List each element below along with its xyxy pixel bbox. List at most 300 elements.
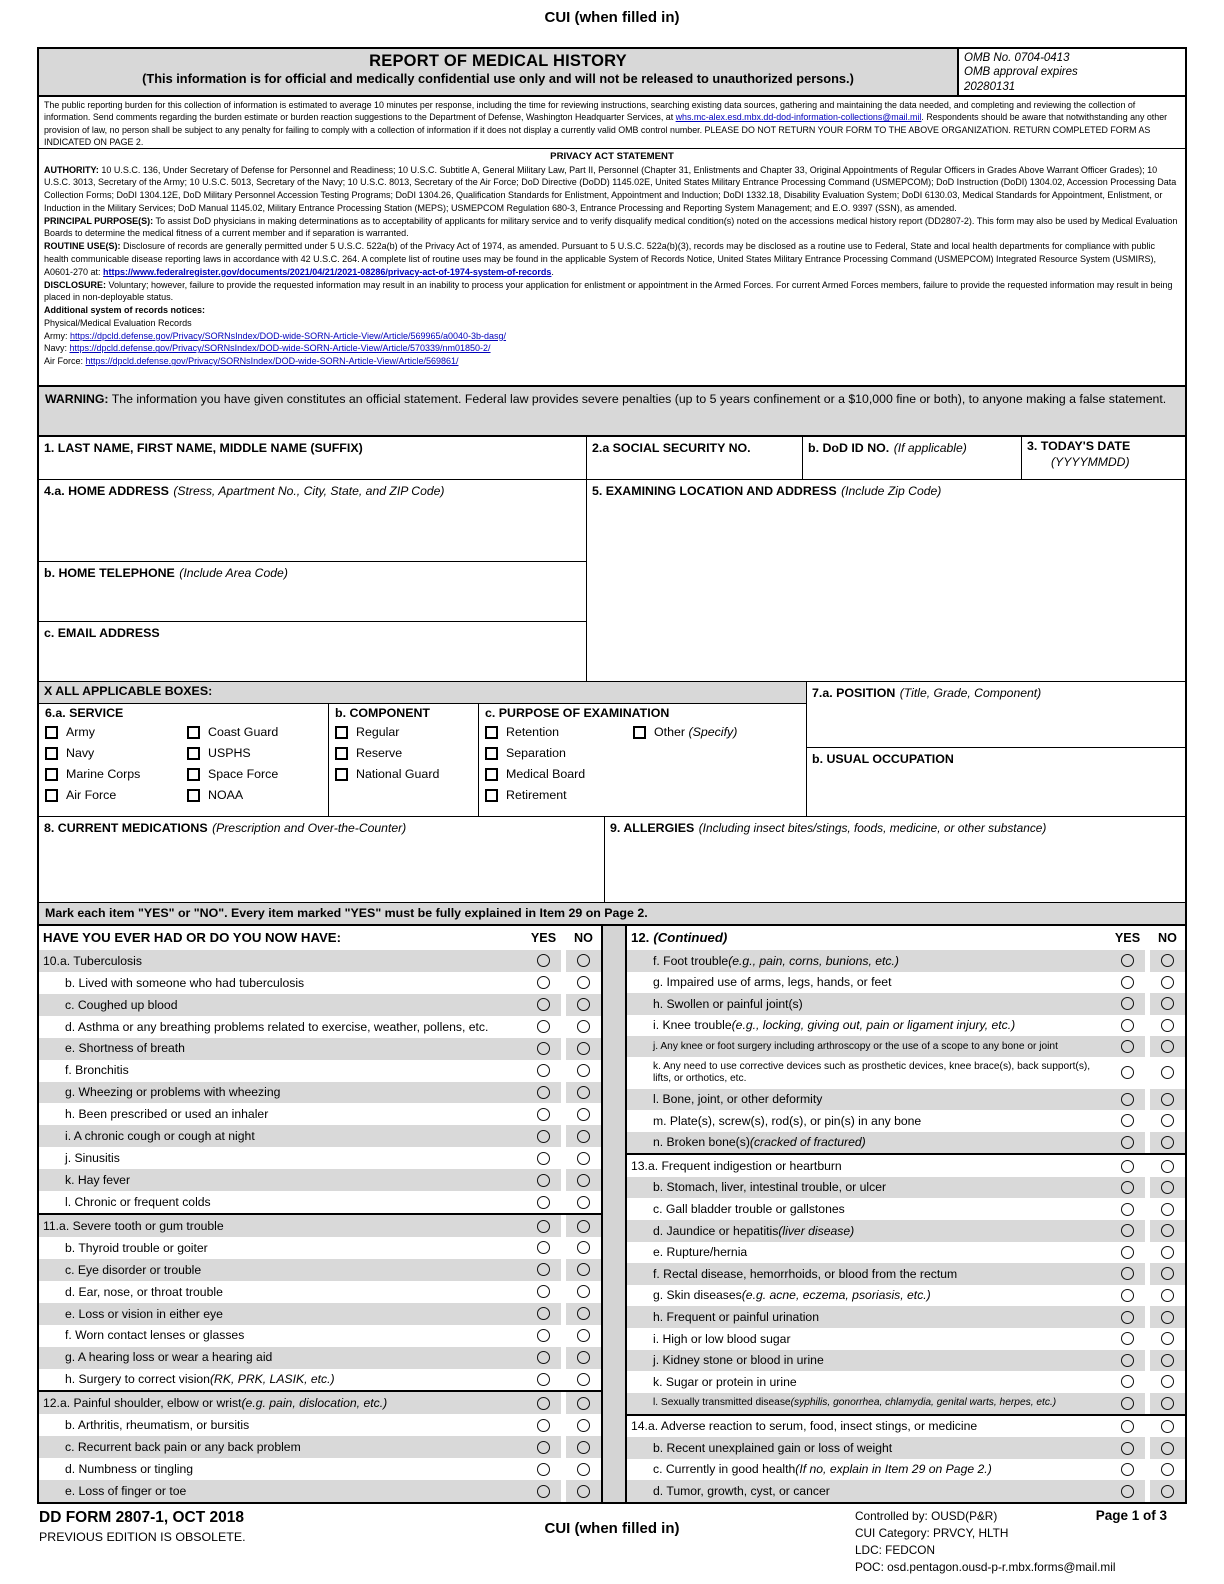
no-cell (566, 950, 601, 972)
checkbox-separation[interactable] (485, 747, 498, 760)
routine-text-after: . (551, 266, 554, 277)
no-cell (566, 1082, 601, 1104)
no-radio[interactable] (1161, 997, 1174, 1010)
no-cell (566, 1125, 601, 1147)
checklist-item-label: d. Tumor, growth, cyst, or cancer (627, 1480, 1110, 1502)
yes-radio[interactable] (1121, 1136, 1134, 1149)
control-info-block (855, 1508, 1115, 1576)
checklist-item (627, 1220, 1185, 1242)
yes-radio[interactable] (537, 1196, 550, 1209)
yes-radio[interactable] (1121, 1224, 1134, 1237)
yes-radio[interactable] (537, 1373, 550, 1386)
no-radio[interactable] (577, 1064, 590, 1077)
yes-radio[interactable] (537, 1351, 550, 1364)
routine-label: ROUTINE USE(S): (44, 241, 121, 252)
checklist-item-label: h. Frequent or painful urination (627, 1306, 1110, 1328)
checklist-item-label: e. Loss of finger or toe (39, 1480, 526, 1502)
email-field[interactable] (39, 622, 586, 681)
privacy-heading: PRIVACY ACT STATEMENT (550, 151, 674, 162)
yes-radio[interactable] (537, 1241, 550, 1254)
option-row-coast-guard (187, 722, 328, 743)
controlled-by: Controlled by: OUSD(P&R) (855, 1509, 998, 1523)
option-row-national-guard (335, 764, 478, 785)
no-cell (566, 1038, 601, 1060)
yes-cell (526, 1082, 561, 1104)
checklist-item (627, 1132, 1185, 1154)
checkbox-medical-board[interactable] (485, 768, 498, 781)
checkbox-reserve[interactable] (335, 747, 348, 760)
email-label: c. EMAIL ADDRESS (44, 626, 160, 640)
option-label: Coast Guard (208, 725, 279, 739)
name-field[interactable] (39, 437, 587, 479)
checklist-item-label: d. Ear, nose, or throat trouble (65, 1284, 223, 1299)
yes-cell (526, 1458, 561, 1480)
burden-text-after: . Respondents should be aware that notwithstanding any other provision of law, no person shall be subject to any penalty for failing to comply with a collection of information if it does not display a currently valid OMB control number. PLEASE DO NOT RETURN YOUR FORM TO THE ABOVE ORGANIZATION. RETURN COMPLETED FORM AS INDICATED ON PAGE 2. (44, 112, 1168, 148)
warning-statement (39, 385, 1185, 435)
checklist-item-label: f. Foot trouble (e.g., pain, corns, bunions, etc.) (627, 950, 1110, 972)
option-label: Retention (506, 725, 560, 739)
yes-cell (1110, 1263, 1145, 1285)
army-sorn-link[interactable]: https://dpcld.defense.gov/Privacy/SORNsIndex/DOD-wide-SORN-Article-View/Article/569965/a0040-3b-dasg/ (70, 330, 507, 341)
army-sorn-line (44, 330, 1180, 343)
yes-radio[interactable] (1121, 1354, 1134, 1367)
yes-cell (1110, 1177, 1145, 1199)
yes-radio[interactable] (1121, 1093, 1134, 1106)
yes-radio[interactable] (1121, 976, 1134, 989)
checklist-item (39, 1325, 601, 1347)
checklist-item (39, 1082, 601, 1104)
checklist-item (627, 1371, 1185, 1393)
allergies-field[interactable] (605, 817, 1185, 902)
checklist-header-row (39, 926, 601, 950)
option-label: Marine Corps (66, 767, 141, 781)
usual-occupation-label: b. USUAL OCCUPATION (812, 752, 954, 766)
yes-cell (1110, 1328, 1145, 1350)
yes-cell (526, 950, 561, 972)
yes-radio[interactable] (537, 976, 550, 989)
no-radio[interactable] (577, 1042, 590, 1055)
yes-radio[interactable] (537, 1463, 550, 1476)
yes-radio[interactable] (1121, 1332, 1134, 1345)
yes-cell (526, 994, 561, 1016)
yes-radio[interactable] (1121, 1160, 1134, 1173)
no-cell (566, 972, 601, 994)
no-radio[interactable] (1161, 1136, 1174, 1149)
burden-statement (39, 97, 1185, 149)
yes-radio[interactable] (537, 954, 550, 967)
no-radio[interactable] (577, 1373, 590, 1386)
no-cell (1150, 1089, 1185, 1111)
checklist-item-label: b. Lived with someone who had tuberculosis (65, 975, 305, 990)
checklist-item-label: j. Any knee or foot surgery including arthroscopy or the use of a scope to any bone or joint (627, 1036, 1110, 1057)
no-cell (566, 1060, 601, 1082)
omb-number: OMB No. 0704-0413 (964, 52, 1070, 64)
yes-radio[interactable] (537, 1020, 550, 1033)
yes-radio[interactable] (1121, 1289, 1134, 1302)
no-cell (1150, 1220, 1185, 1242)
no-cell (1150, 950, 1185, 972)
yes-cell (1110, 1036, 1145, 1057)
option-label: Separation (506, 746, 566, 760)
yes-radio[interactable] (1121, 1375, 1134, 1388)
checklist-item-label: 11.a. Severe tooth or gum trouble (39, 1215, 526, 1237)
privacy-act-statement (39, 149, 1185, 385)
yes-radio[interactable] (1121, 1203, 1134, 1216)
routine-text: Disclosure of records are generally permitted under 5 U.S.C. 522a(b) of the Privacy Act of 1974, as amended. Pursuant to 5 U.S.C. 522a(b)(3), records may be disclosed as a routine use to Federal, State and local health departments for compliance with public health communicable disease reporting laws in accordance with 42 U.S.C. 264. A complete list of routine uses may be found in the applicable System of Records Notice, United States Military Entrance Processing Command (USMEPCOM) Integrated Resource System (USMIRS), A0601-270 at: (44, 241, 1156, 277)
date-label: 3. TODAY'S DATE (1027, 439, 1131, 453)
yes-radio[interactable] (537, 1086, 550, 1099)
no-cell (1150, 1177, 1185, 1199)
no-radio[interactable] (577, 1086, 590, 1099)
medications-allergies-row (39, 816, 1185, 902)
no-radio[interactable] (577, 1463, 590, 1476)
no-radio[interactable] (1161, 1114, 1174, 1127)
omb-box (957, 49, 1185, 95)
navy-label: Navy: (44, 343, 70, 354)
yes-radio[interactable] (537, 1130, 550, 1143)
checkbox-noaa[interactable] (187, 789, 200, 802)
checklist-item (39, 1016, 601, 1038)
checkbox-navy[interactable] (45, 747, 58, 760)
no-radio[interactable] (1161, 976, 1174, 989)
no-radio[interactable] (577, 976, 590, 989)
checkbox-marine-corps[interactable] (45, 768, 58, 781)
checkbox-coast-guard[interactable] (187, 726, 200, 739)
checklist-item-label: k. Sugar or protein in urine (653, 1374, 797, 1389)
position-field[interactable] (807, 682, 1185, 748)
date-note: (YYYYMMDD) (1051, 454, 1130, 469)
no-radio[interactable] (577, 1441, 590, 1454)
checklist-item-label: l. Chronic or frequent colds (65, 1194, 211, 1209)
omb-expires-date: 20280131 (964, 80, 1016, 93)
no-cell (1150, 1459, 1185, 1481)
yes-radio[interactable] (537, 1152, 550, 1165)
date-field[interactable] (1022, 437, 1185, 479)
no-radio[interactable] (577, 1307, 590, 1320)
yes-radio[interactable] (537, 998, 550, 1011)
principal-label: PRINCIPAL PURPOSE(S): (44, 215, 154, 226)
ssn-field[interactable] (587, 437, 803, 479)
no-radio[interactable] (1161, 1246, 1174, 1259)
checklist-item (39, 1259, 601, 1281)
position-note: (Title, Grade, Component) (899, 686, 1042, 700)
checklist-item-label: c. Eye disorder or trouble (39, 1259, 526, 1281)
yes-radio[interactable] (537, 1329, 550, 1342)
checklist-item (39, 1390, 601, 1414)
yes-radio[interactable] (1121, 1066, 1134, 1079)
no-radio[interactable] (1161, 1181, 1174, 1194)
current-medications-note: (Prescription and Over-the-Counter) (212, 821, 407, 835)
yes-radio[interactable] (537, 1397, 550, 1410)
no-radio[interactable] (577, 1351, 590, 1364)
checklist-item (627, 1459, 1185, 1481)
burden-email-link[interactable]: whs.mc-alex.esd.mbx.dd-dod-information-collections@mail.mil (675, 112, 922, 123)
cui-banner-bottom: CUI (when filled in) (544, 1520, 680, 1537)
no-radio[interactable] (1161, 1224, 1174, 1237)
checklist-item (39, 1060, 601, 1082)
yes-radio[interactable] (537, 1441, 550, 1454)
option-label: Air Force (66, 788, 117, 802)
yes-cell (526, 1281, 561, 1303)
no-cell (1150, 1328, 1185, 1350)
no-radio[interactable] (1161, 1093, 1174, 1106)
no-cell (1150, 1263, 1185, 1285)
no-radio[interactable] (577, 1196, 590, 1209)
allergies-note: (Including insect bites/stings, foods, medicine, or other substance) (698, 821, 1047, 835)
checklist-item-label: n. Broken bone(s) (cracked of fractured) (627, 1132, 1110, 1154)
yes-radio[interactable] (1121, 1463, 1134, 1476)
yes-cell (1110, 1480, 1145, 1502)
yes-cell (1110, 993, 1145, 1015)
no-cell (566, 1281, 601, 1303)
no-radio[interactable] (1161, 1485, 1174, 1498)
checklist-item (39, 1237, 601, 1259)
no-cell (1150, 1242, 1185, 1264)
navy-sorn-line (44, 342, 1180, 355)
checkbox-regular[interactable] (335, 726, 348, 739)
checklist-item-label: e. Rupture/hernia (653, 1245, 748, 1260)
no-cell (566, 994, 601, 1016)
no-radio[interactable] (577, 1174, 590, 1187)
yes-cell (1110, 1350, 1145, 1372)
privacy-routine-use (44, 240, 1180, 278)
boxes-left (39, 682, 807, 816)
yes-radio[interactable] (537, 1419, 550, 1432)
examining-location-label: 5. EXAMINING LOCATION AND ADDRESS (592, 484, 837, 498)
no-radio[interactable] (1161, 1420, 1174, 1433)
examining-location-field[interactable] (587, 480, 1185, 681)
position-label: 7.a. POSITION (812, 686, 896, 700)
yes-cell (1110, 972, 1145, 994)
checklist-item (39, 1458, 601, 1480)
no-cell (1150, 1285, 1185, 1307)
yes-cell (1110, 1416, 1145, 1438)
additional-label-text: Additional system of records notices: (44, 305, 206, 316)
yes-radio[interactable] (537, 1042, 550, 1055)
yes-cell (1110, 1132, 1145, 1154)
yes-radio[interactable] (1121, 1397, 1134, 1410)
checkbox-space-force[interactable] (187, 768, 200, 781)
yes-cell (1110, 1220, 1145, 1242)
checklist-item-label: b. Recent unexplained gain or loss of weight (627, 1437, 1110, 1459)
checklist-item (627, 1198, 1185, 1220)
no-radio[interactable] (1161, 1066, 1174, 1079)
burden-text: The public reporting burden for this collection of information is estimated to average 10 minutes per response, including the time for reviewing instructions, searching existing data sources, gathering and maintaining the data needed, and completing and reviewing the collection of information. Send comments regarding the burden estimate or burden reaction suggestions to the Department of Defense, Washington Headquarter Services, at (44, 100, 1136, 123)
no-cell (566, 1147, 601, 1169)
checkbox-other[interactable] (633, 726, 646, 739)
no-radio[interactable] (1161, 1375, 1174, 1388)
checklist-item-label: g. Impaired use of arms, legs, hands, or feet (653, 975, 892, 990)
no-radio[interactable] (1161, 1019, 1174, 1032)
current-medications-field[interactable] (39, 817, 605, 902)
address-column (39, 480, 587, 681)
federal-register-link[interactable]: https://www.federalregister.gov/documents/2021/04/21/2021-08286/privacy-act-of-1974-system-of-records (103, 266, 552, 277)
checklist-item (39, 1347, 601, 1369)
no-radio[interactable] (1161, 1311, 1174, 1324)
dod-id-label: b. DoD ID NO. (808, 441, 890, 455)
no-radio[interactable] (1161, 954, 1174, 967)
no-cell (566, 1458, 601, 1480)
yes-radio[interactable] (1121, 954, 1134, 967)
ssn-label: 2.a SOCIAL SECURITY NO. (592, 441, 751, 455)
option-row-space-force (187, 764, 328, 785)
no-radio[interactable] (1161, 1289, 1174, 1302)
yes-cell (1110, 1198, 1145, 1220)
home-address-label: 4.a. HOME ADDRESS (44, 484, 169, 498)
option-row-marine-corps (45, 764, 187, 785)
yes-column-header: YES (1114, 931, 1141, 945)
yes-radio[interactable] (1121, 1267, 1134, 1280)
navy-sorn-link[interactable]: https://dpcld.defense.gov/Privacy/SORNsIndex/DOD-wide-SORN-Article-View/Article/570339/nm01850-2/ (69, 343, 491, 354)
yes-radio[interactable] (1121, 1181, 1134, 1194)
no-cell (566, 1414, 601, 1436)
checklist-item (627, 972, 1185, 994)
yes-column-header: YES (530, 931, 557, 945)
no-radio[interactable] (577, 1108, 590, 1121)
home-telephone-label: b. HOME TELEPHONE (44, 566, 175, 580)
no-radio[interactable] (577, 1419, 590, 1432)
yes-cell (526, 1325, 561, 1347)
checkbox-usphs[interactable] (187, 747, 200, 760)
checkbox-retirement[interactable] (485, 789, 498, 802)
no-radio[interactable] (1161, 1160, 1174, 1173)
no-cell (1150, 1480, 1185, 1502)
yes-radio[interactable] (1121, 1114, 1134, 1127)
no-radio[interactable] (1161, 1463, 1174, 1476)
no-radio[interactable] (577, 1397, 590, 1410)
checklist-item (39, 1103, 601, 1125)
checklist-item-label: c. Recurrent back pain or any back problem (39, 1436, 526, 1458)
yes-radio[interactable] (1121, 1420, 1134, 1433)
checkbox-retention[interactable] (485, 726, 498, 739)
yes-radio[interactable] (1121, 1040, 1134, 1053)
yes-radio[interactable] (1121, 1311, 1134, 1324)
option-label: Navy (66, 746, 95, 760)
no-radio[interactable] (1161, 1040, 1174, 1053)
disclosure-text: Voluntary; however, failure to provide the requested information may result in an inability to process your application for enlistment or appointment in the Armed Forces. For current Armed Forces members, failure to provide the requested information may result in being placed in non-deployable status. (44, 279, 1173, 303)
yes-cell (1110, 1393, 1145, 1414)
purpose-options (485, 722, 806, 806)
no-radio[interactable] (577, 1263, 590, 1276)
usual-occupation-field[interactable] (807, 748, 1185, 816)
checklist-item (627, 1015, 1185, 1037)
checklist-item-label: i. Knee trouble (e.g., locking, giving out, pain or ligament injury, etc.) (653, 1018, 1016, 1033)
no-radio[interactable] (577, 1020, 590, 1033)
checklist-item-label: i. High or low blood sugar (653, 1331, 791, 1346)
checklist-item (627, 1414, 1185, 1438)
yes-cell (526, 1191, 561, 1213)
no-radio[interactable] (577, 1485, 590, 1498)
no-radio[interactable] (1161, 1354, 1174, 1367)
no-cell (1150, 1132, 1185, 1154)
no-radio[interactable] (577, 954, 590, 967)
no-radio[interactable] (1161, 1203, 1174, 1216)
no-radio[interactable] (577, 1329, 590, 1342)
no-radio[interactable] (577, 1152, 590, 1165)
no-radio[interactable] (577, 1241, 590, 1254)
checklist-item (627, 1036, 1185, 1057)
dod-id-field[interactable] (803, 437, 1022, 479)
no-radio[interactable] (577, 1220, 590, 1233)
no-radio[interactable] (1161, 1332, 1174, 1345)
yes-cell (526, 972, 561, 994)
option-row-navy (45, 743, 187, 764)
checklist-item (39, 1191, 601, 1213)
no-cell (566, 1237, 601, 1259)
yes-radio[interactable] (537, 1064, 550, 1077)
airforce-sorn-link[interactable]: https://dpcld.defense.gov/Privacy/SORNsIndex/DOD-wide-SORN-Article-View/Article/569861/ (85, 356, 459, 367)
yes-radio[interactable] (1121, 1019, 1134, 1032)
no-cell (1150, 1416, 1185, 1438)
checkbox-army[interactable] (45, 726, 58, 739)
no-column-header: NO (574, 931, 593, 945)
no-radio[interactable] (1161, 1267, 1174, 1280)
no-radio[interactable] (577, 1130, 590, 1143)
yes-cell (526, 1103, 561, 1125)
no-cell (566, 1191, 601, 1213)
home-address-field[interactable] (39, 480, 586, 562)
checklist-item-label: l. Sexually transmitted disease (syphilis, gonorrhea, chlamydia, genital warts, herpes, etc.) (627, 1393, 1110, 1414)
yes-radio[interactable] (537, 1285, 550, 1298)
form-title: REPORT OF MEDICAL HISTORY (369, 52, 627, 70)
yes-radio[interactable] (1121, 1246, 1134, 1259)
no-column-header: NO (1158, 931, 1177, 945)
option-label: Retirement (506, 788, 567, 802)
checklist-item (39, 1436, 601, 1458)
option-row-other (633, 722, 806, 743)
no-radio[interactable] (1161, 1397, 1174, 1410)
checklist-item (627, 1285, 1185, 1307)
yes-radio[interactable] (537, 1263, 550, 1276)
no-cell (566, 1169, 601, 1191)
name-label: 1. LAST NAME, FIRST NAME, MIDDLE NAME (SUFFIX) (44, 441, 363, 455)
checklist-item-label: d. Numbness or tingling (65, 1461, 194, 1476)
title-block (39, 49, 957, 95)
yes-radio[interactable] (1121, 1485, 1134, 1498)
yes-radio[interactable] (1121, 1442, 1134, 1455)
no-cell (566, 1303, 601, 1325)
purpose-label: c. PURPOSE OF EXAMINATION (485, 706, 670, 720)
checkbox-air-force[interactable] (45, 789, 58, 802)
principal-text: To assist DoD physicians in making determinations as to acceptability of applicants for military service and to verify disqualify medical condition(s) noted on the accessions medical history report (DD2807-2). This form may also be used by Medical Evaluation Boards to determine the medical fitness of a current member and if separation is warranted. (44, 215, 1178, 239)
yes-radio[interactable] (537, 1485, 550, 1498)
yes-radio[interactable] (1121, 997, 1134, 1010)
option-row-separation (485, 743, 633, 764)
yes-cell (1110, 1285, 1145, 1307)
yes-cell (526, 1414, 561, 1436)
no-radio[interactable] (1161, 1442, 1174, 1455)
no-radio[interactable] (577, 998, 590, 1011)
additional-notices-label (44, 304, 1180, 317)
no-cell (1150, 1350, 1185, 1372)
boxes-right (807, 682, 1185, 816)
checkbox-national-guard[interactable] (335, 768, 348, 781)
home-telephone-field[interactable] (39, 562, 586, 622)
yes-radio[interactable] (537, 1307, 550, 1320)
service-options (45, 722, 328, 806)
yes-radio[interactable] (537, 1174, 550, 1187)
checklist-item (627, 1177, 1185, 1199)
no-radio[interactable] (577, 1285, 590, 1298)
yes-cell (1110, 1437, 1145, 1459)
no-cell (1150, 1036, 1185, 1057)
form-body (37, 47, 1187, 1504)
yes-radio[interactable] (537, 1108, 550, 1121)
title-row (39, 49, 1185, 97)
yes-radio[interactable] (537, 1220, 550, 1233)
no-cell (1150, 1371, 1185, 1393)
page-footer (37, 1508, 1187, 1578)
